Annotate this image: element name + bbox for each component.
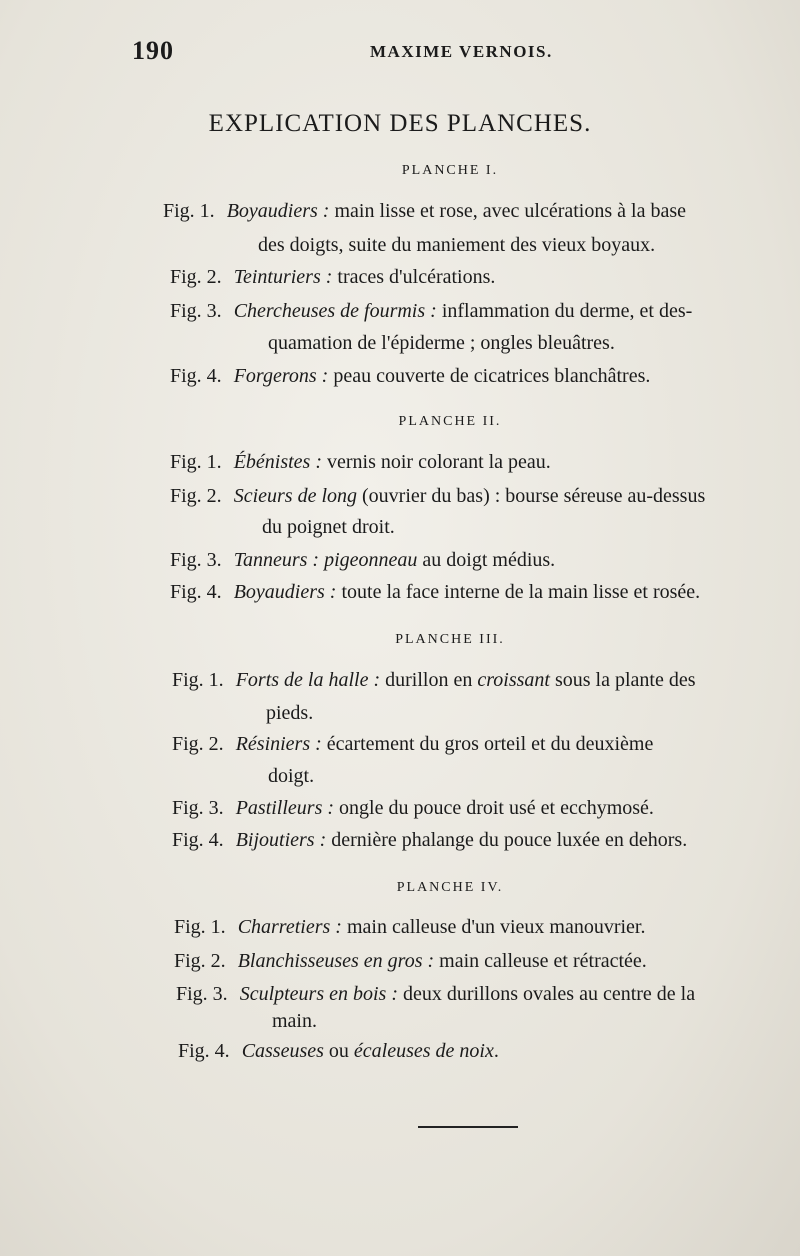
continuation-text: des doigts, suite du maniement des — [258, 234, 542, 256]
continuation-text: du poignet — [262, 516, 352, 538]
continuation-end: . — [650, 234, 656, 256]
plate-heading-2: PLANCHE II. — [398, 414, 502, 429]
figure-number: Fig. 3. — [172, 797, 224, 819]
figure-number: Fig. 1. — [174, 916, 226, 938]
figure-number: Fig. 1. — [170, 451, 222, 473]
figure-entry — [170, 266, 495, 289]
figure-continuation — [262, 516, 395, 539]
figure-entry — [172, 829, 687, 852]
figure-description: dernière phalange du pouce luxée en dehors. — [326, 829, 688, 851]
figure-description-end: . — [493, 1040, 499, 1062]
trade-name: Sculpteurs en bois : — [239, 983, 398, 1005]
figure-entry — [172, 733, 653, 756]
trade-name: Pastilleurs : — [235, 797, 335, 819]
trade-name: Ébénistes : — [233, 451, 322, 473]
figure-number: Fig. 4. — [172, 829, 224, 851]
figure-description: deux durillons ovales au centre de la — [398, 983, 696, 1005]
figure-description: toute la face interne de la main lisse et rosée. — [336, 581, 701, 603]
plate-heading-1: PLANCHE I. — [401, 163, 499, 178]
plate-heading-4: PLANCHE IV. — [396, 880, 504, 895]
trade-name: Résiniers : — [235, 733, 322, 755]
figure-number: Fig. 3. — [170, 549, 222, 571]
figure-number: Fig. 3. — [176, 983, 228, 1005]
figure-entry — [163, 200, 686, 223]
figure-description: vernis noir colorant la peau. — [322, 451, 551, 473]
figure-number: Fig. 2. — [174, 950, 226, 972]
figure-description: inflammation du derme, et des- — [436, 300, 693, 322]
figure-description-italic: croissant — [477, 669, 550, 691]
figure-description: durillon en — [380, 669, 478, 691]
figure-description: peau couverte de cicatrices blanchâtres. — [328, 365, 651, 387]
figure-entry — [172, 797, 654, 820]
figure-number: Fig. 4. — [170, 581, 222, 603]
figure-entry — [170, 451, 551, 474]
figure-continuation — [258, 234, 655, 257]
figure-description: main calleuse et rétractée. — [434, 950, 647, 972]
running-title: MAXIME VERNOIS. — [370, 42, 553, 61]
trade-name: Tanneurs : — [233, 549, 320, 571]
trade-name: Casseuses — [241, 1040, 324, 1062]
figure-description-italic: écaleuses de noix — [353, 1040, 494, 1062]
trade-name: Forgerons : — [233, 365, 329, 387]
figure-description: écartement du gros orteil et du deuxième — [321, 733, 654, 755]
figure-number: Fig. 3. — [170, 300, 222, 322]
trade-name: Boyaudiers : — [226, 200, 330, 222]
figure-continuation: doigt. — [268, 765, 315, 787]
page-number: 190 — [132, 36, 174, 65]
figure-entry — [178, 1040, 499, 1063]
figure-continuation: quamation de l'épiderme ; ongles bleuâtres. — [268, 332, 615, 354]
figure-entry — [174, 916, 645, 939]
figure-number: Fig. 1. — [172, 669, 224, 691]
continuation-end: . — [389, 516, 395, 538]
end-rule — [418, 1126, 518, 1128]
figure-number: Fig. 2. — [170, 485, 222, 507]
trade-name: Chercheuses de fourmis : — [233, 300, 437, 322]
figure-number: Fig. 4. — [170, 365, 222, 387]
figure-description-end: au doigt médius. — [417, 549, 556, 571]
trade-name: Bijoutiers : — [235, 829, 327, 851]
figure-entry — [170, 365, 650, 388]
figure-entry — [170, 581, 700, 604]
figure-description: (ouvrier du bas) : bourse séreuse au-dessus — [357, 485, 706, 507]
figure-entry — [174, 950, 647, 973]
figure-entry — [170, 485, 705, 508]
figure-description: traces d'ulcérations. — [332, 266, 496, 288]
figure-description-italic: pigeonneau — [324, 549, 418, 571]
plate-heading-3: PLANCHE III. — [395, 632, 505, 647]
figure-description: ou — [323, 1040, 354, 1062]
figure-entry — [170, 300, 692, 323]
figure-description: ongle du pouce droit usé et ecchymosé. — [334, 797, 654, 819]
trade-name: Boyaudiers : — [233, 581, 337, 603]
figure-number: Fig. 4. — [178, 1040, 230, 1062]
trade-name: Forts de la halle : — [235, 669, 381, 691]
figure-entry — [172, 669, 695, 692]
figure-entry — [176, 983, 695, 1006]
figure-number: Fig. 1. — [163, 200, 215, 222]
figure-description: main lisse et rose, avec ulcérations à la base — [329, 200, 686, 222]
figure-continuation: main. — [272, 1010, 317, 1032]
trade-name: Teinturiers : — [233, 266, 333, 288]
trade-name: Charretiers : — [237, 916, 342, 938]
continuation-italic: droit — [352, 516, 390, 538]
section-title: EXPLICATION DES PLANCHES. — [208, 110, 592, 137]
figure-continuation: pieds. — [266, 702, 314, 724]
trade-name: Blanchisseuses en gros : — [237, 950, 435, 972]
figure-description-end: sous la plante des — [549, 669, 696, 691]
figure-entry — [170, 549, 555, 572]
trade-name: Scieurs de long — [233, 485, 357, 507]
running-head — [132, 36, 772, 66]
continuation-italic: vieux boyaux — [541, 234, 651, 256]
figure-number: Fig. 2. — [170, 266, 222, 288]
figure-number: Fig. 2. — [172, 733, 224, 755]
figure-description: main calleuse d'un vieux manouvrier. — [341, 916, 646, 938]
